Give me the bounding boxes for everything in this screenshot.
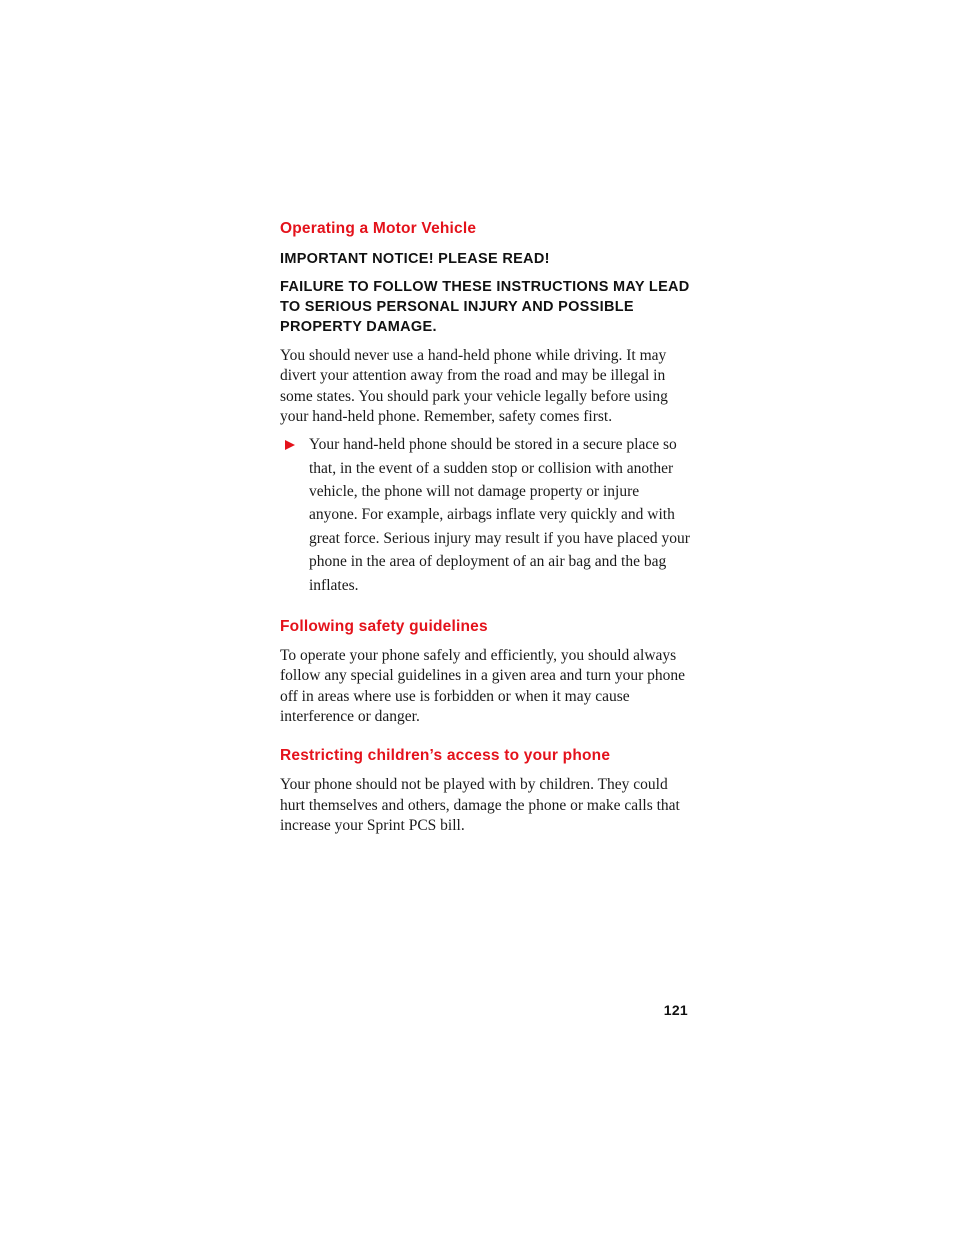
failure-warning: FAILURE TO FOLLOW THESE INSTRUCTIONS MAY LEAD TO SERIOUS PERSONAL INJURY AND POSSIBLE PROPERTY DAMAGE. <box>280 279 690 335</box>
driving-paragraph: You should never use a hand-held phone while driving. It may divert your attention away from the road and may be illegal in some states. You should park your vehicle legally before using your hand-held phone. Remember, safety comes first. <box>280 347 668 425</box>
page-number: 121 <box>663 1002 688 1018</box>
section-heading-safety-guidelines: Following safety guidelines <box>280 618 488 636</box>
section-heading-motor-vehicle: Operating a Motor Vehicle <box>280 220 477 237</box>
bullet-item-phone-storage <box>280 433 690 597</box>
children-access-paragraph: Your phone should not be played with by children. They could hurt themselves and others, damage the phone or make calls that increase your Sprint PCS bill. <box>280 776 680 834</box>
bullet-text: Your hand-held phone should be stored in a secure place so that, in the event of a sudden stop or collision with another vehicle, the phone will not damage property or injure anyone. For example, airbags inflate very quickly and with great force. Serious injury may result if you have placed your phone in the area of deployment of an air bag and the bag inflates. <box>309 436 690 594</box>
red-triangle-bullet-icon <box>285 440 295 450</box>
safety-guidelines-paragraph: To operate your phone safely and efficiently, you should always follow any special guidelines in a given area and turn your phone off in areas where use is forbidden or when it may cause interference or danger. <box>280 647 686 725</box>
important-notice: IMPORTANT NOTICE! PLEASE READ! <box>280 251 550 267</box>
section-heading-children-access: Restricting children’s access to your phone <box>280 747 611 765</box>
content-column <box>280 218 690 836</box>
